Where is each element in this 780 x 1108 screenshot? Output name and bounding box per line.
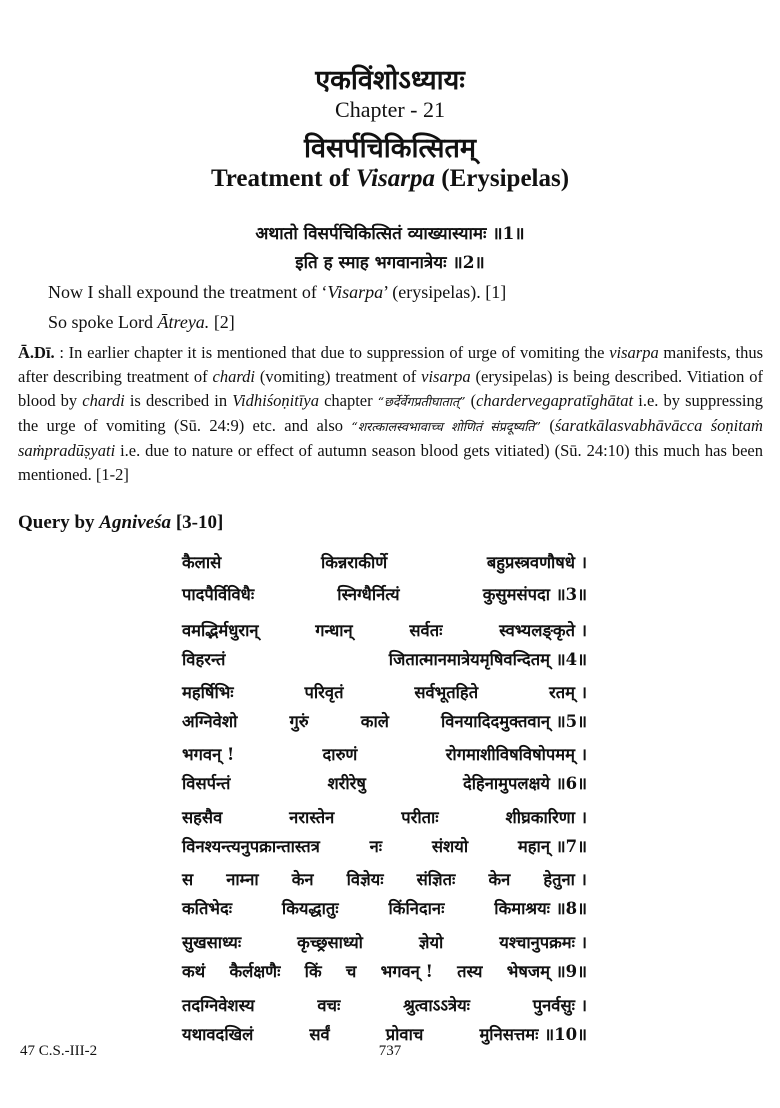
verse-line (182, 771, 587, 794)
verse-line (182, 805, 587, 828)
verse-word: च (345, 962, 357, 981)
verse-word: रतम् । (548, 683, 587, 702)
commentary-text: i.e. by suppressing the urge of vomiting (Sū. 24:9) etc. and also (18, 391, 763, 435)
verse-word: पुनर्वसुः । (532, 996, 587, 1015)
verse-word: सर्वतः (409, 621, 443, 640)
verse-word: केन (488, 870, 511, 889)
verse-line (182, 993, 587, 1016)
verse-line (182, 709, 587, 732)
verse-word: विहरन्तं (182, 650, 226, 669)
commentary-paragraph (18, 341, 763, 487)
verse-word: सहसैव (182, 808, 223, 827)
verse-word: श्रुत्वाऽऽत्रेयः (403, 996, 471, 1015)
verse-line (182, 647, 587, 670)
verse-word: गुरुं (289, 712, 309, 731)
query-pre: Query by (18, 512, 100, 533)
sutra-2: इति ह स्माह भगवानात्रेयः ॥2॥ (295, 253, 485, 273)
chapter-title-sanskrit: एकविंशोऽध्यायः (315, 65, 465, 96)
verse-word: सर्वभूतहिते (414, 683, 479, 702)
verse-word: महर्षिभिः (182, 683, 234, 702)
commentary-text: (vomiting) treatment of (255, 367, 422, 386)
verse-word: देहिनामुपलक्षये ॥6॥ (462, 774, 587, 793)
verse-word: कुसुमसंपदा ॥3॥ (482, 585, 587, 604)
verse-word: मुनिसत्तमः ॥10॥ (479, 1025, 587, 1044)
verse-line (182, 834, 587, 857)
verse-line (182, 1022, 587, 1045)
translation-line-2-italic: Ātreya. (157, 312, 210, 332)
translation-line-1-post: ’ (erysipelas). [1] (383, 282, 507, 302)
verse-word: काले (360, 712, 389, 731)
section-heading-query (18, 512, 223, 534)
verse-word: भगवन् ! (380, 962, 433, 981)
commentary-text: is described in (124, 391, 233, 410)
verse-word: किन्नराकीर्णे (320, 553, 388, 572)
verse-word: कैलासे (182, 553, 222, 572)
verse-word: रोगमाशीविषविषोपमम् । (445, 745, 587, 764)
translation-line-2-pre: So spoke Lord (48, 312, 158, 332)
verse-line (182, 867, 587, 890)
verse-word: भेषजम् ॥9॥ (506, 962, 587, 981)
verse-word: कतिभेदः (182, 899, 233, 918)
verse-word: किं (304, 962, 322, 981)
commentary-term: Vidhiśoṇitīya (232, 391, 319, 410)
verse-word: सर्वं (309, 1025, 330, 1044)
verse-word: यथावदखिलं (182, 1025, 254, 1044)
verse-word: पादपैर्विविधैः (182, 585, 255, 604)
verse-word: तस्य (457, 962, 483, 981)
verse-word: जितात्मानमात्रेयमृषिवन्दितम् ॥4॥ (388, 650, 587, 669)
query-italic: Agniveśa (99, 512, 172, 533)
verse-word: परीताः (401, 808, 439, 827)
verse-word: सुखसाध्यः (182, 933, 242, 952)
verse-word: बहुप्रस्त्रवणौषधे । (486, 553, 587, 572)
verse-word: नरास्तेन (289, 808, 335, 827)
verse-word: विसर्पन्तं (182, 774, 231, 793)
verse-word: कियद्धातुः (281, 899, 339, 918)
commentary-term: visarpa (421, 367, 471, 386)
translation-line-1 (48, 282, 758, 303)
translation-line-2-post: [2] (209, 312, 235, 332)
commentary-term: visarpa (609, 343, 659, 362)
verse-word: वचः (317, 996, 341, 1015)
verse-word: किंनिदानः (388, 899, 445, 918)
verse-line (182, 582, 587, 605)
verse-line (182, 680, 587, 703)
verse-word: शरीरेषु (327, 774, 366, 793)
page-number: 737 (378, 1043, 402, 1059)
verse-line (182, 930, 587, 953)
verse-word: कथं (182, 962, 206, 981)
verse-word: स्वभ्यलङ्कृते । (499, 621, 587, 640)
verse-word: गन्धान् (315, 621, 353, 640)
verse-word: किमाश्रयः ॥8॥ (494, 899, 587, 918)
commentary-quote-sanskrit: “शरत्कालस्वभावाच्च शोणितं संप्रदूष्यति” (351, 419, 541, 434)
verse-word: दारुणं (322, 745, 358, 764)
verse-word: स्निग्धैर्नित्यं (337, 585, 400, 604)
verse-word: कृच्छ्रसाध्यो (297, 933, 363, 952)
verse-word: विनश्यन्त्यनुपक्रान्तास्तत्र (182, 837, 320, 856)
verse-line (182, 550, 587, 573)
verse-word: नाम्ना (226, 870, 259, 889)
sutra-1: अथातो विसर्पचिकित्सितं व्याख्यास्यामः ॥1॥ (255, 224, 525, 244)
verse-word: विज्ञेयः (346, 870, 384, 889)
title-en-italic: Visarpa (355, 165, 436, 192)
commentary-text: i.e. due to nature or effect of autumn season blood gets vitiated) (Sū. 24:10) this much has been mentioned. [1-2] (18, 441, 763, 484)
verse-word: विनयादिदमुक्तवान् ॥5॥ (441, 712, 587, 731)
title-en-post: (Erysipelas) (435, 165, 570, 192)
chapter-number: Chapter - 21 (335, 97, 445, 122)
verse-word: वमद्भिर्मधुरान् (182, 621, 259, 640)
commentary-text: manifests, thus after describing treatment of (18, 343, 763, 386)
verse-word: कैर्लक्षणैः (229, 962, 281, 981)
verse-word: महान् ॥7॥ (517, 837, 587, 856)
verse-word: हेतुना । (543, 870, 587, 889)
commentary-quote-sanskrit: “छर्देर्वेगप्रतीघातात्” (377, 394, 466, 409)
commentary-text: chapter (318, 391, 378, 410)
commentary-text: (erysipelas) is being described. Vitiation of blood by (18, 367, 764, 410)
translation-line-2 (48, 312, 758, 333)
commentary-text: : In earlier chapter it is mentioned that due to suppression of urge of vomiting the (54, 343, 610, 362)
verse-line (182, 959, 587, 982)
commentary-text: ( (465, 391, 477, 410)
commentary-term: chardi (212, 367, 255, 386)
verse-word: ज्ञेयो (418, 933, 444, 952)
verse-line (182, 896, 587, 919)
commentary-label: Ā.Dī. (18, 343, 55, 362)
verse-word: भगवन् ! (182, 745, 235, 764)
verse-word: नः (369, 837, 383, 856)
translation-line-1-italic: Visarpa (327, 282, 384, 302)
verse-word: केन (291, 870, 314, 889)
title-en-pre: Treatment of (210, 165, 356, 192)
verse-word: संशयो (431, 837, 469, 856)
verse-word: शीघ्रकारिणा । (505, 808, 587, 827)
commentary-term: śaratkālasvabhāvācca śoṇitaṁ saṁpradūṣyati (18, 416, 763, 460)
verse-word: तदग्निवेशस्य (182, 996, 255, 1015)
verse-word: प्रोवाच (385, 1025, 424, 1044)
verse-line (182, 618, 587, 641)
commentary-text: ( (540, 416, 555, 435)
verse-word: स (182, 870, 194, 889)
footer-signature: 47 C.S.-III-2 (20, 1043, 98, 1059)
query-post: [3-10] (171, 512, 224, 533)
verse-word: संज्ञितः (416, 870, 456, 889)
chapter-title-english (0, 165, 780, 193)
verse-word: यश्चानुपक्रमः । (499, 933, 587, 952)
translation-line-1-pre: Now I shall expound the treatment of ‘ (48, 282, 328, 302)
verse-word: अग्निवेशो (182, 712, 238, 731)
verse-line (182, 742, 587, 765)
chapter-subtitle-sanskrit: विसर्पचिकित्सितम् (304, 133, 476, 164)
verse-word: परिवृतं (304, 683, 344, 702)
commentary-term: chardervegapratīghātat (476, 391, 634, 410)
commentary-term: chardi (82, 391, 125, 410)
